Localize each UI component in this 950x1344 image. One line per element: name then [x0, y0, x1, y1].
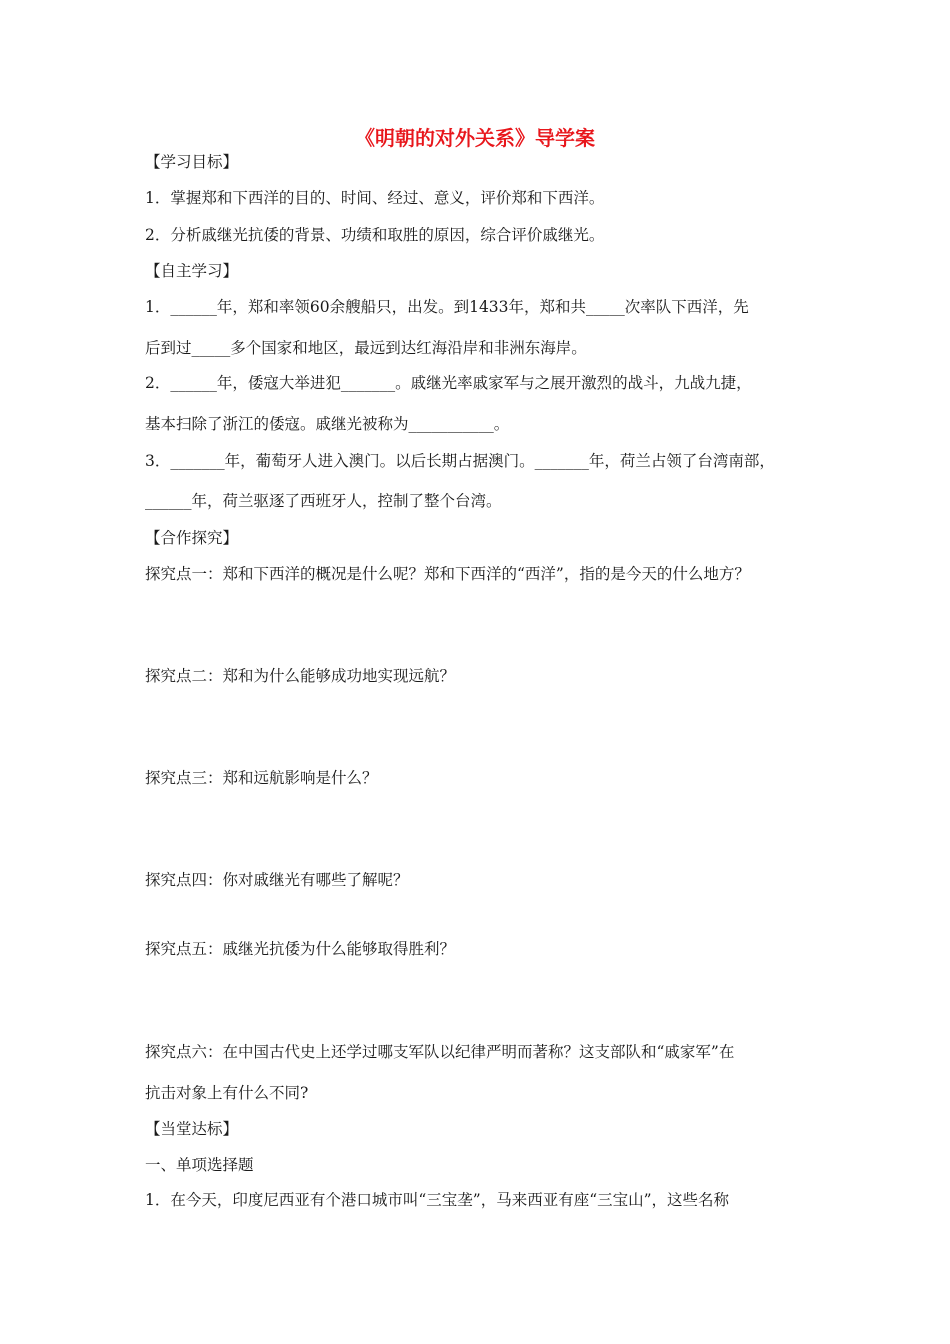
- explore-point-6-line-2: 抗击对象上有什么不同?: [145, 1084, 309, 1102]
- self-study-item-2-line-1: 2．______年，倭寇大举进犯_______。戚继光率戚家军与之展开激烈的战斗，九战九捷，: [145, 374, 752, 392]
- multiple-choice-heading: 一、单项选择题: [145, 1156, 254, 1174]
- self-study-item-1-line-1: 1．______年，郑和率领60余艘船只，出发。到1433年，郑和共_____次率队下西洋，先: [145, 298, 749, 316]
- self-study-item-3-line-2: ______年，荷兰驱逐了西班牙人，控制了整个台湾。: [145, 492, 502, 510]
- goal-item-1: 1．掌握郑和下西洋的目的、时间、经过、意义，评价郑和下西洋。: [145, 189, 605, 207]
- explore-point-2: 探究点二：郑和为什么能够成功地实现远航？: [145, 667, 456, 685]
- goal-item-2: 2．分析戚继光抗倭的背景、功绩和取胜的原因，综合评价戚继光。: [145, 226, 605, 244]
- multiple-choice-question-1: 1．在今天，印度尼西亚有个港口城市叫“三宝垄”，马来西亚有座“三宝山”，这些名称: [145, 1191, 730, 1209]
- explore-point-3: 探究点三：郑和远航影响是什么？: [145, 769, 378, 787]
- section-heading-self-study: 【自主学习】: [145, 262, 239, 280]
- self-study-item-1-line-2: 后到过_____多个国家和地区，最远到达红海沿岸和非洲东海岸。: [145, 339, 587, 357]
- explore-point-4: 探究点四：你对戚继光有哪些了解呢？: [145, 871, 409, 889]
- section-heading-cooperation: 【合作探究】: [145, 529, 239, 547]
- explore-point-5: 探究点五：戚继光抗倭为什么能够取得胜利？: [145, 940, 456, 958]
- explore-point-1: 探究点一：郑和下西洋的概况是什么呢？郑和下西洋的“西洋”，指的是今天的什么地方？: [145, 565, 750, 583]
- section-heading-goals: 【学习目标】: [145, 153, 239, 171]
- self-study-item-2-line-2: 基本扫除了浙江的倭寇。戚继光被称为___________。: [145, 415, 510, 433]
- document-title: 《明朝的对外关系》导学案: [355, 126, 595, 150]
- explore-point-6-line-1: 探究点六：在中国古代史上还学过哪支军队以纪律严明而著称？这支部队和“戚家军”在: [145, 1043, 735, 1061]
- self-study-item-3-line-1: 3．_______年，葡萄牙人进入澳门。以后长期占据澳门。_______年，荷兰占领了台湾南部，: [145, 452, 775, 470]
- section-heading-class-target: 【当堂达标】: [145, 1120, 239, 1138]
